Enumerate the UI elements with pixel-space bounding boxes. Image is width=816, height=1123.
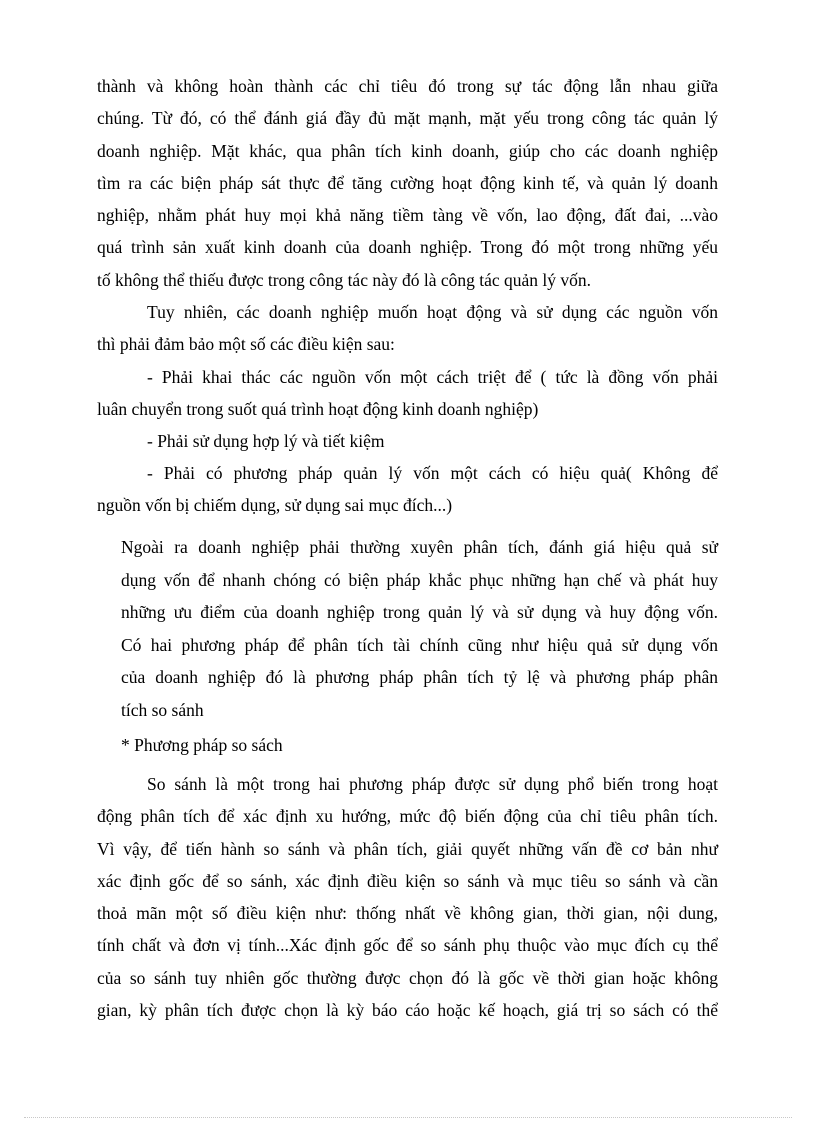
bullet-use-reasonably: [147, 425, 718, 457]
paragraph-comparison-method: [97, 768, 718, 1026]
text-line: Vì vậy, để tiến hành so sánh và phân tích, giải quyết những vấn đề cơ bản như: [97, 838, 718, 859]
text-line: - Phải khai thác các nguồn vốn một cách triệt để ( tức là đồng vốn phải: [147, 367, 718, 387]
text-line: dụng vốn để nhanh chóng có biện pháp khắc phục những hạn chế và phát huy: [121, 569, 718, 590]
text-line: nguồn vốn bị chiếm dụng, sử dụng sai mục đích...): [97, 495, 453, 516]
text-line: thành và không hoàn thành các chỉ tiêu đó trong sự tác động lẫn nhau giữa: [97, 76, 718, 96]
text-line: tính chất và đơn vị tính...Xác định gốc để so sánh phụ thuộc vào mục đích cụ thể: [97, 935, 718, 956]
text-line: Ngoài ra doanh nghiệp phải thường xuyên phân tích, đánh giá hiệu quả sử: [121, 537, 718, 557]
text-line: động phân tích để xác định xu hướng, mức độ biến động của chỉ tiêu phân tích.: [97, 806, 718, 827]
text-line: luân chuyển trong suốt quá trình hoạt động kinh doanh nghiệp): [97, 399, 539, 420]
heading-text: * Phương pháp so sách: [121, 735, 283, 755]
text-line: của so sánh tuy nhiên gốc thường được chọn đó là gốc về thời gian hoặc không: [97, 967, 718, 988]
text-line: So sánh là một trong hai phương pháp được sử dụng phổ biến trong hoạt: [147, 774, 718, 794]
page-bottom-divider: [24, 1117, 792, 1118]
bullet-exploit-capital: [97, 361, 718, 426]
text-line: quá trình sản xuất kinh doanh của doanh nghiệp. Trong đó một trong những yếu: [97, 237, 718, 258]
text-line: - Phải có phương pháp quản lý vốn một cách có hiệu quả( Không để: [147, 463, 718, 483]
text-line: tích so sánh: [121, 699, 204, 720]
text-line: - Phải sử dụng hợp lý và tiết kiệm: [147, 431, 385, 451]
bullet-management-method: [97, 457, 718, 522]
paragraph-analysis-purpose: [97, 70, 718, 296]
text-line: chúng. Từ đó, có thể đánh giá đầy đủ mặt mạnh, mặt yếu trong công tác quản lý: [97, 108, 718, 129]
section-heading: [121, 729, 718, 761]
text-line: những ưu điểm của doanh nghiệp trong quản lý và sử dụng và huy động vốn.: [121, 602, 718, 622]
text-line: tìm ra các biện pháp sát thực để tăng cường hoạt động kinh tế, và quản lý doanh: [97, 172, 718, 193]
text-line: Có hai phương pháp để phân tích tài chính cũng như hiệu quả sử dụng vốn: [121, 634, 718, 655]
text-line: của doanh nghiệp đó là phương pháp phân tích tỷ lệ và phương pháp phân: [121, 667, 718, 687]
text-line: xác định gốc để so sánh, xác định điều kiện so sánh và mục tiêu so sánh và cần: [97, 870, 718, 891]
text-line: Tuy nhiên, các doanh nghiệp muốn hoạt động và sử dụng các nguồn vốn: [147, 302, 718, 322]
text-line: thoả mãn một số điều kiện như: thống nhất về không gian, thời gian, nội dung,: [97, 903, 718, 924]
paragraph-additional-analysis: [121, 531, 718, 726]
text-line: doanh nghiệp. Mặt khác, qua phân tích kinh doanh, giúp cho các doanh nghiệp: [97, 140, 718, 161]
paragraph-conditions-intro: [97, 296, 718, 361]
text-line: nghiệp, nhằm phát huy mọi khả năng tiềm tàng về vốn, lao động, đất đai, ...vào: [97, 205, 718, 226]
text-line: tố không thể thiếu được trong công tác này đó là công tác quản lý vốn.: [97, 269, 592, 290]
text-line: gian, kỳ phân tích được chọn là kỳ báo cáo hoặc kế hoạch, giá trị so sách có thể: [97, 1000, 718, 1021]
text-line: thì phải đảm bảo một số các điều kiện sau:: [97, 334, 395, 355]
